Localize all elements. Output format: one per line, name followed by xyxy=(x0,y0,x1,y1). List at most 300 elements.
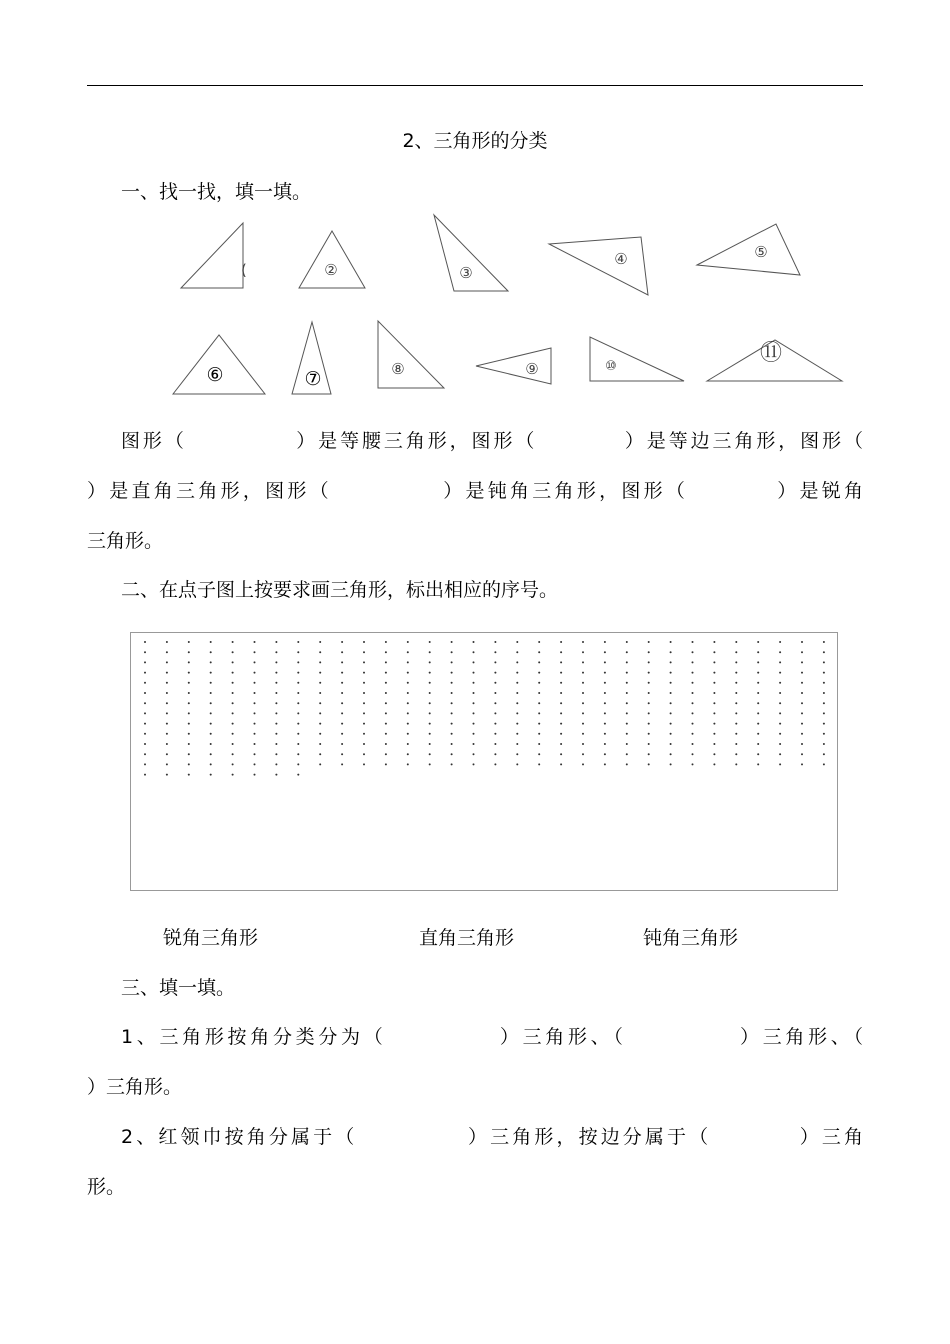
grid-dot xyxy=(319,712,321,714)
grid-dot xyxy=(582,743,584,745)
grid-dot xyxy=(670,712,672,714)
figure-label-2: ② xyxy=(324,261,338,279)
grid-dot xyxy=(232,641,234,643)
grid-dot xyxy=(254,723,256,725)
grid-dot xyxy=(254,712,256,714)
grid-dot xyxy=(451,712,453,714)
grid-dot xyxy=(648,672,650,674)
grid-dot xyxy=(144,661,146,663)
grid-dot xyxy=(670,692,672,694)
grid-dot xyxy=(297,774,299,776)
grid-dot xyxy=(801,682,803,684)
grid-dot xyxy=(473,672,475,674)
grid-dot xyxy=(341,712,343,714)
grid-dot xyxy=(407,753,409,755)
grid-dot xyxy=(275,641,277,643)
grid-dot xyxy=(297,753,299,755)
grid-dot xyxy=(713,682,715,684)
grid-dot xyxy=(451,682,453,684)
grid-dot xyxy=(429,712,431,714)
grid-dot xyxy=(166,672,168,674)
grid-dot xyxy=(429,763,431,765)
grid-dot xyxy=(779,702,781,704)
grid-dot xyxy=(713,743,715,745)
grid-dot xyxy=(473,733,475,735)
triangle-2 xyxy=(299,231,365,288)
grid-dot xyxy=(735,743,737,745)
grid-dot xyxy=(692,651,694,653)
figure-label-9: ⑨ xyxy=(525,360,539,378)
grid-dot xyxy=(232,712,234,714)
grid-dot xyxy=(670,763,672,765)
grid-dot xyxy=(341,753,343,755)
grid-dot xyxy=(210,692,212,694)
grid-dot xyxy=(713,763,715,765)
grid-dot xyxy=(670,702,672,704)
grid-dot xyxy=(210,712,212,714)
grid-dot xyxy=(407,763,409,765)
grid-dot xyxy=(188,763,190,765)
grid-dot xyxy=(385,651,387,653)
grid-dot xyxy=(232,692,234,694)
grid-dot xyxy=(341,651,343,653)
grid-dot xyxy=(319,682,321,684)
figure-label-1: ( xyxy=(241,261,247,279)
grid-dot xyxy=(582,672,584,674)
grid-dot xyxy=(494,712,496,714)
grid-dot xyxy=(757,672,759,674)
grid-dot xyxy=(516,733,518,735)
grid-dot xyxy=(494,682,496,684)
grid-dot xyxy=(604,702,606,704)
grid-dot xyxy=(604,692,606,694)
grid-dot xyxy=(407,661,409,663)
grid-dot xyxy=(210,682,212,684)
grid-dot xyxy=(604,712,606,714)
grid-dot xyxy=(823,651,825,653)
grid-dot xyxy=(166,743,168,745)
grid-dot xyxy=(670,723,672,725)
grid-dot xyxy=(407,733,409,735)
grid-dot xyxy=(801,692,803,694)
grid-dot xyxy=(604,661,606,663)
grid-dot xyxy=(757,702,759,704)
grid-dot xyxy=(232,661,234,663)
grid-dot xyxy=(757,712,759,714)
grid-dot xyxy=(275,672,277,674)
grid-dot xyxy=(188,651,190,653)
grid-dot xyxy=(319,743,321,745)
grid-dot xyxy=(473,641,475,643)
grid-dot xyxy=(648,651,650,653)
label-right: 直角三角形 xyxy=(419,927,515,949)
grid-dot xyxy=(670,661,672,663)
grid-dot xyxy=(801,672,803,674)
triangle-9 xyxy=(476,348,551,384)
grid-dot xyxy=(254,733,256,735)
grid-dot xyxy=(232,763,234,765)
grid-dot xyxy=(144,672,146,674)
grid-dot xyxy=(494,743,496,745)
grid-dot xyxy=(166,774,168,776)
grid-dot xyxy=(648,733,650,735)
grid-dot xyxy=(494,702,496,704)
grid-dot xyxy=(713,661,715,663)
grid-dot xyxy=(385,692,387,694)
grid-dot xyxy=(166,641,168,643)
grid-dot xyxy=(582,733,584,735)
grid-dot xyxy=(319,763,321,765)
grid-dot xyxy=(363,651,365,653)
grid-dot xyxy=(494,723,496,725)
grid-dot xyxy=(297,661,299,663)
grid-dot xyxy=(516,672,518,674)
grid-dot xyxy=(801,712,803,714)
grid-dot xyxy=(363,672,365,674)
grid-dot xyxy=(188,661,190,663)
grid-dot xyxy=(713,753,715,755)
grid-dot xyxy=(713,733,715,735)
grid-dot xyxy=(516,641,518,643)
grid-dot xyxy=(779,743,781,745)
grid-dot xyxy=(210,743,212,745)
grid-dot xyxy=(363,682,365,684)
grid-dot xyxy=(232,672,234,674)
grid-dot xyxy=(538,641,540,643)
grid-dot xyxy=(823,712,825,714)
grid-dot xyxy=(188,712,190,714)
grid-dot xyxy=(494,651,496,653)
page-title: 2、三角形的分类 xyxy=(402,130,548,152)
grid-dot xyxy=(363,712,365,714)
grid-dot xyxy=(429,661,431,663)
grid-dot xyxy=(582,763,584,765)
grid-dot xyxy=(144,723,146,725)
grid-dot xyxy=(538,733,540,735)
dot-grid[interactable] xyxy=(130,632,839,892)
grid-dot xyxy=(735,753,737,755)
grid-dot xyxy=(407,743,409,745)
grid-dot xyxy=(254,672,256,674)
grid-dot xyxy=(144,753,146,755)
grid-dot xyxy=(538,702,540,704)
grid-dot xyxy=(779,651,781,653)
grid-dot xyxy=(582,723,584,725)
grid-dot xyxy=(735,682,737,684)
grid-dot xyxy=(188,774,190,776)
grid-dot xyxy=(473,692,475,694)
grid-dot xyxy=(604,651,606,653)
grid-dot xyxy=(385,743,387,745)
grid-dot xyxy=(341,723,343,725)
grid-dot xyxy=(626,651,628,653)
grid-dot xyxy=(188,692,190,694)
grid-dot xyxy=(385,723,387,725)
grid-dot xyxy=(823,743,825,745)
grid-dot xyxy=(363,763,365,765)
grid-dot xyxy=(670,641,672,643)
figure-label-4: ④ xyxy=(614,250,628,268)
grid-dot xyxy=(385,682,387,684)
grid-dot xyxy=(648,712,650,714)
grid-dot xyxy=(429,702,431,704)
grid-dot xyxy=(319,651,321,653)
grid-dot xyxy=(451,733,453,735)
grid-dot xyxy=(275,692,277,694)
triangle-8 xyxy=(378,321,444,388)
grid-dot xyxy=(757,651,759,653)
triangle-outlines xyxy=(173,215,842,394)
grid-dot xyxy=(516,743,518,745)
grid-dot xyxy=(319,641,321,643)
grid-dot xyxy=(275,763,277,765)
grid-dot xyxy=(319,672,321,674)
grid-dot xyxy=(692,692,694,694)
grid-dot xyxy=(363,692,365,694)
grid-dot xyxy=(232,651,234,653)
grid-dot xyxy=(801,702,803,704)
grid-dot xyxy=(407,712,409,714)
grid-dot xyxy=(779,712,781,714)
grid-dot xyxy=(166,682,168,684)
grid-dot xyxy=(297,692,299,694)
section1-heading: 一、找一找，填一填。 xyxy=(121,181,312,203)
grid-dot xyxy=(297,651,299,653)
grid-dot xyxy=(341,682,343,684)
grid-dot xyxy=(429,692,431,694)
grid-dot xyxy=(801,641,803,643)
grid-dot xyxy=(670,743,672,745)
grid-dot xyxy=(560,682,562,684)
figure-label-7: ⑦ xyxy=(304,368,322,390)
grid-dot xyxy=(494,672,496,674)
grid-dot xyxy=(407,692,409,694)
grid-dot xyxy=(779,733,781,735)
grid-dot xyxy=(451,672,453,674)
grid-dot xyxy=(801,661,803,663)
grid-dot xyxy=(626,723,628,725)
grid-dot xyxy=(582,692,584,694)
grid-dot xyxy=(363,723,365,725)
grid-dot xyxy=(626,753,628,755)
grid-dot xyxy=(341,733,343,735)
grid-dot xyxy=(626,733,628,735)
grid-dot xyxy=(297,641,299,643)
grid-dot xyxy=(232,753,234,755)
grid-dot xyxy=(670,733,672,735)
grid-dot xyxy=(801,763,803,765)
grid-dot xyxy=(692,763,694,765)
grid-dot xyxy=(473,743,475,745)
grid-dot xyxy=(254,774,256,776)
grid-dot xyxy=(648,641,650,643)
grid-dot xyxy=(670,682,672,684)
grid-dot xyxy=(451,651,453,653)
grid-dot xyxy=(560,692,562,694)
grid-dot xyxy=(779,692,781,694)
grid-dot xyxy=(692,743,694,745)
grid-dot xyxy=(648,743,650,745)
grid-dot xyxy=(648,661,650,663)
grid-dot xyxy=(210,702,212,704)
grid-dot xyxy=(297,763,299,765)
grid-dot xyxy=(582,641,584,643)
grid-dot xyxy=(713,651,715,653)
grid-dot xyxy=(297,672,299,674)
grid-dot xyxy=(385,672,387,674)
grid-dot xyxy=(275,743,277,745)
grid-dot xyxy=(407,702,409,704)
grid-dot xyxy=(494,733,496,735)
grid-dot xyxy=(210,733,212,735)
grid-dot xyxy=(801,723,803,725)
grid-dot xyxy=(560,702,562,704)
grid-dot xyxy=(210,641,212,643)
grid-dot xyxy=(144,743,146,745)
section2-heading: 二、在点子图上按要求画三角形，标出相应的序号。 xyxy=(121,579,559,601)
grid-dot xyxy=(648,692,650,694)
figure-label-6: ⑥ xyxy=(206,364,224,386)
grid-dot xyxy=(713,702,715,704)
grid-dot xyxy=(626,641,628,643)
grid-dot xyxy=(604,763,606,765)
grid-dot xyxy=(275,702,277,704)
grid-dot xyxy=(275,661,277,663)
grid-dot xyxy=(692,753,694,755)
grid-dot xyxy=(604,753,606,755)
grid-dot xyxy=(297,733,299,735)
grid-dot xyxy=(823,753,825,755)
grid-dot xyxy=(735,661,737,663)
grid-dot xyxy=(254,641,256,643)
grid-dot xyxy=(692,672,694,674)
grid-dot xyxy=(757,723,759,725)
grid-dot xyxy=(757,661,759,663)
grid-dot xyxy=(494,763,496,765)
grid-dot xyxy=(735,651,737,653)
grid-dot xyxy=(648,763,650,765)
grid-dot xyxy=(319,702,321,704)
grid-dot xyxy=(692,661,694,663)
grid-dot xyxy=(735,712,737,714)
grid-dot xyxy=(166,702,168,704)
grid-dot xyxy=(757,692,759,694)
grid-dot xyxy=(407,651,409,653)
grid-dot xyxy=(210,753,212,755)
grid-dot xyxy=(429,733,431,735)
grid-dot xyxy=(560,753,562,755)
grid-dot xyxy=(319,753,321,755)
grid-dot xyxy=(297,743,299,745)
grid-dot xyxy=(779,672,781,674)
grid-dot xyxy=(604,723,606,725)
grid-dot xyxy=(713,723,715,725)
grid-dot xyxy=(166,692,168,694)
grid-dot xyxy=(692,682,694,684)
grid-dot xyxy=(626,661,628,663)
grid-dot xyxy=(626,692,628,694)
grid-dot xyxy=(494,753,496,755)
grid-dot xyxy=(451,723,453,725)
grid-dot xyxy=(254,753,256,755)
grid-dot xyxy=(275,651,277,653)
grid-dot xyxy=(451,702,453,704)
grid-dot xyxy=(538,712,540,714)
grid-dot xyxy=(407,682,409,684)
grid-dot xyxy=(254,682,256,684)
grid-dot xyxy=(713,672,715,674)
grid-dot xyxy=(473,723,475,725)
grid-dot xyxy=(692,702,694,704)
grid-dot xyxy=(516,682,518,684)
section1-fill-line-3: 三角形。 xyxy=(87,530,164,552)
grid-dot xyxy=(275,753,277,755)
figure-label-10: ⑩ xyxy=(605,359,617,374)
grid-dot xyxy=(275,733,277,735)
grid-dot xyxy=(144,733,146,735)
grid-dot xyxy=(319,733,321,735)
grid-dot xyxy=(779,753,781,755)
grid-dot xyxy=(341,743,343,745)
grid-dot xyxy=(473,661,475,663)
grid-dot xyxy=(779,661,781,663)
grid-dot xyxy=(516,661,518,663)
grid-dot xyxy=(779,641,781,643)
grid-dot xyxy=(232,702,234,704)
section1-fill-line-2: ）是直角三角形，图形（ ）是钝角三角形，图形（ ）是锐角 xyxy=(87,480,863,502)
grid-dot xyxy=(473,682,475,684)
grid-dot xyxy=(144,682,146,684)
grid-dot xyxy=(210,774,212,776)
grid-dot xyxy=(210,661,212,663)
grid-dot xyxy=(144,641,146,643)
grid-dot xyxy=(604,682,606,684)
grid-dot xyxy=(275,712,277,714)
grid-dot xyxy=(757,682,759,684)
grid-dot xyxy=(254,651,256,653)
grid-dot xyxy=(385,733,387,735)
grid-dot xyxy=(385,753,387,755)
grid-dot xyxy=(210,651,212,653)
grid-dot xyxy=(516,651,518,653)
grid-dot xyxy=(188,702,190,704)
grid-dot xyxy=(516,763,518,765)
grid-dot xyxy=(604,672,606,674)
grid-dot xyxy=(516,702,518,704)
dot-grid-dots xyxy=(144,641,825,776)
grid-dot xyxy=(166,733,168,735)
grid-dot xyxy=(144,692,146,694)
grid-dot xyxy=(144,763,146,765)
grid-dot xyxy=(341,641,343,643)
grid-dot xyxy=(297,682,299,684)
grid-dot xyxy=(516,712,518,714)
grid-dot xyxy=(560,661,562,663)
grid-dot xyxy=(560,672,562,674)
grid-dot xyxy=(670,753,672,755)
grid-dot xyxy=(823,702,825,704)
grid-dot xyxy=(648,702,650,704)
grid-dot xyxy=(385,661,387,663)
grid-dot xyxy=(779,723,781,725)
grid-dot xyxy=(232,743,234,745)
grid-dot xyxy=(429,651,431,653)
grid-dot xyxy=(451,661,453,663)
section3-heading: 三、填一填。 xyxy=(121,977,236,999)
grid-dot xyxy=(144,774,146,776)
grid-dot xyxy=(363,733,365,735)
grid-dot xyxy=(823,661,825,663)
